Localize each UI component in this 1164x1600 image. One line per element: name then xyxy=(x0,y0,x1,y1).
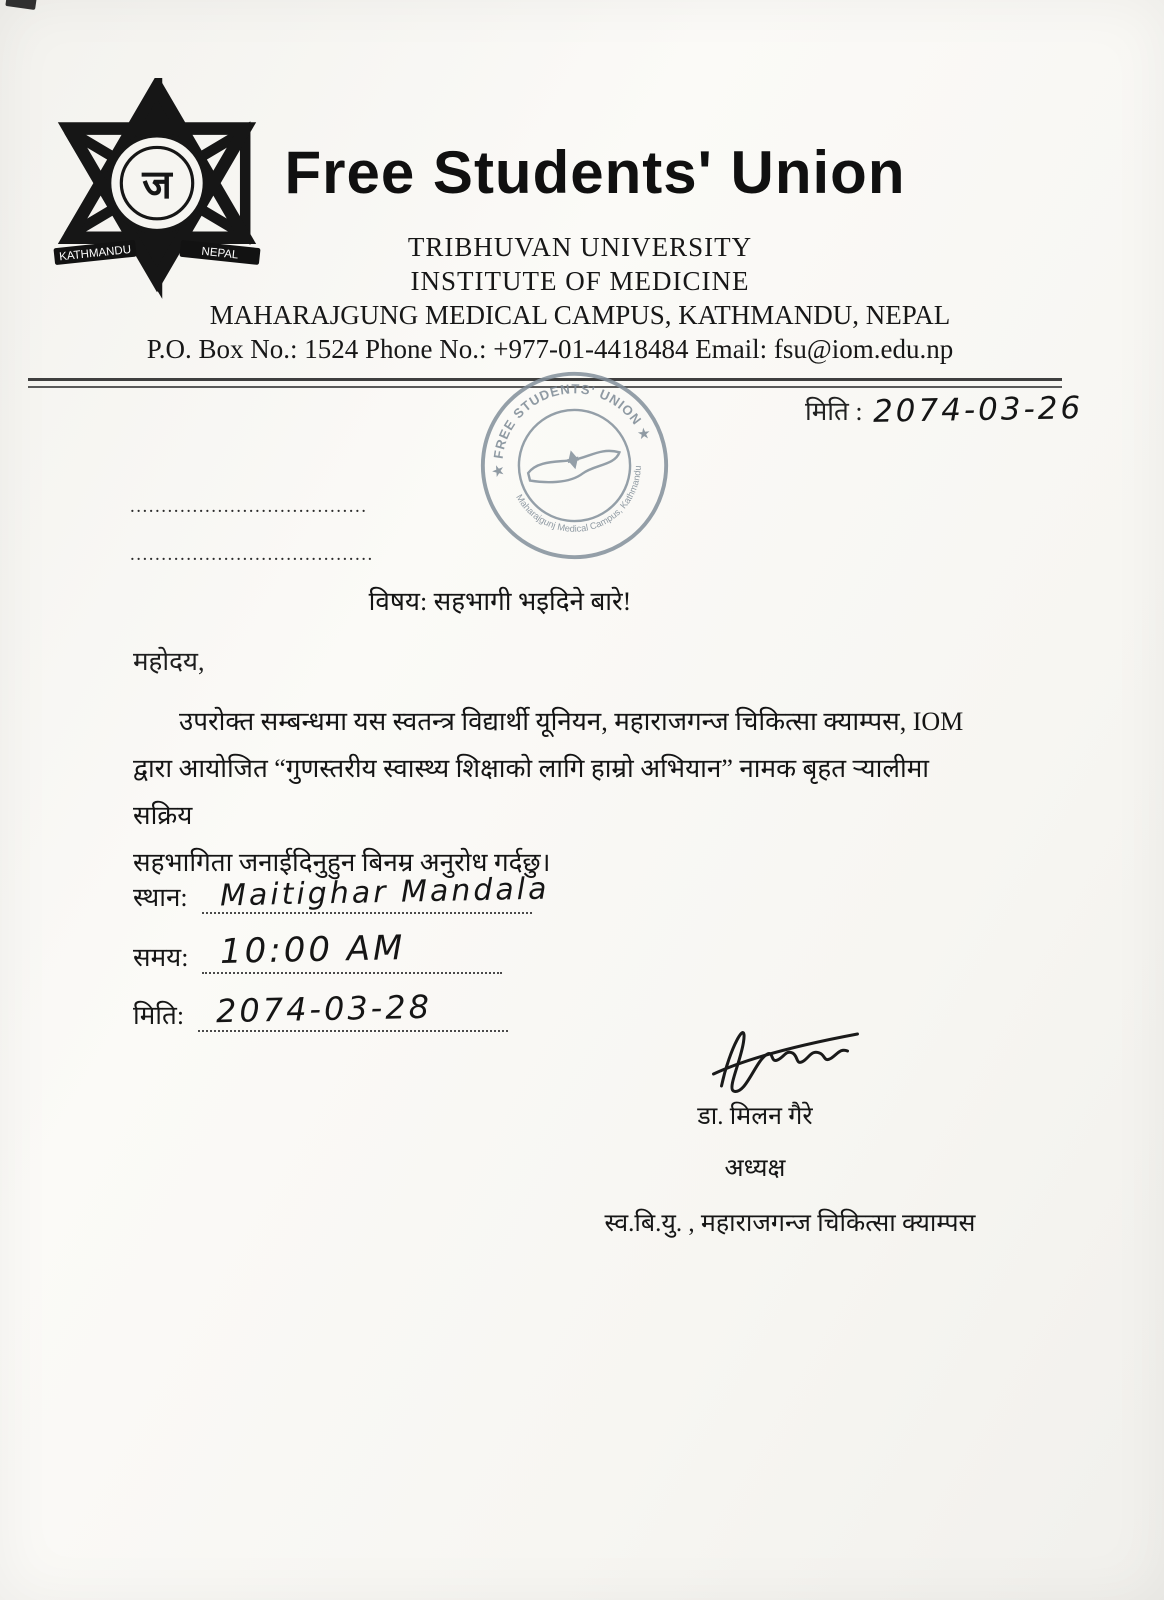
date-label: मिति : xyxy=(805,397,863,426)
body-paragraph xyxy=(133,698,973,886)
signature-icon xyxy=(700,1008,875,1103)
university-name: TRIBHUVAN UNIVERSITY xyxy=(407,232,753,262)
time-fill-line xyxy=(202,928,502,974)
signatory-organization: स्व.बि.यु. , महाराजगन्ज चिकित्सा क्याम्पस xyxy=(604,1210,976,1237)
event-date-fill-line xyxy=(198,987,508,1032)
place-label: स्थान: xyxy=(133,883,188,912)
logo-center-glyph: ज xyxy=(142,162,172,207)
subject-line: विषय: सहभागी भइदिने बारे! xyxy=(368,587,632,616)
time-value-handwritten: 10:00 AM xyxy=(220,928,407,972)
org-title: Free Students' Union xyxy=(284,139,906,206)
body-line: द्वारा आयोजित “गुणस्तरीय स्वास्थ्य शिक्षाको लागि हाम्रो अभियान” नामक बृहत ऱ्यालीमा सक्रिय xyxy=(133,754,930,830)
logo-ribbon-nepal: NEPAL xyxy=(200,245,239,262)
signatory-name: डा. मिलन गैरे xyxy=(697,1103,813,1130)
stamp-bottom-text: Maharajgunj Medical Campus, Kathmandu xyxy=(514,465,643,534)
campus-name: MAHARAJGUNG MEDICAL CAMPUS, KATHMANDU, NEPAL xyxy=(209,300,951,330)
stamp-top-text: ★ FREE STUDENTS' UNION ★ xyxy=(490,381,654,478)
body-line: सहभागिता जनाईदिनुहुन बिनम्र अनुरोध गर्दछु। xyxy=(133,848,551,877)
scan-artifact-mark xyxy=(5,0,36,10)
institute-name: INSTITUTE OF MEDICINE xyxy=(410,266,750,296)
body-line: उपरोक्त सम्बन्धमा यस स्वतन्त्र विद्यार्थी यूनियन, महाराजगन्ज चिकित्सा क्याम्पस, IOM xyxy=(179,707,964,736)
signatory-title: अध्यक्ष xyxy=(724,1155,786,1182)
place-value-handwritten: Maitighar Mandala xyxy=(219,871,550,914)
salutation: महोदय, xyxy=(133,647,205,676)
event-date-value-handwritten: 2074-03-28 xyxy=(215,987,433,1031)
detail-row-date xyxy=(133,987,508,1032)
place-fill-line xyxy=(202,871,550,914)
contact-line: P.O. Box No.: 1524 Phone No.: +977-01-4418484 Email: fsu@iom.edu.np xyxy=(146,334,954,364)
handwritten-signature xyxy=(700,1008,875,1103)
time-label: समय: xyxy=(133,943,189,972)
event-date-label: मिति: xyxy=(133,1001,185,1030)
logo-ribbon-kathmandu: KATHMANDU xyxy=(58,243,132,264)
date-value-handwritten: 2074-03-26 xyxy=(872,390,1084,430)
addressee-dotted-line: ...................................... xyxy=(130,496,368,517)
detail-row-time xyxy=(133,928,502,974)
date-line xyxy=(805,392,1125,428)
addressee-dotted-line: ....................................... xyxy=(130,544,374,565)
detail-row-place xyxy=(133,871,550,914)
